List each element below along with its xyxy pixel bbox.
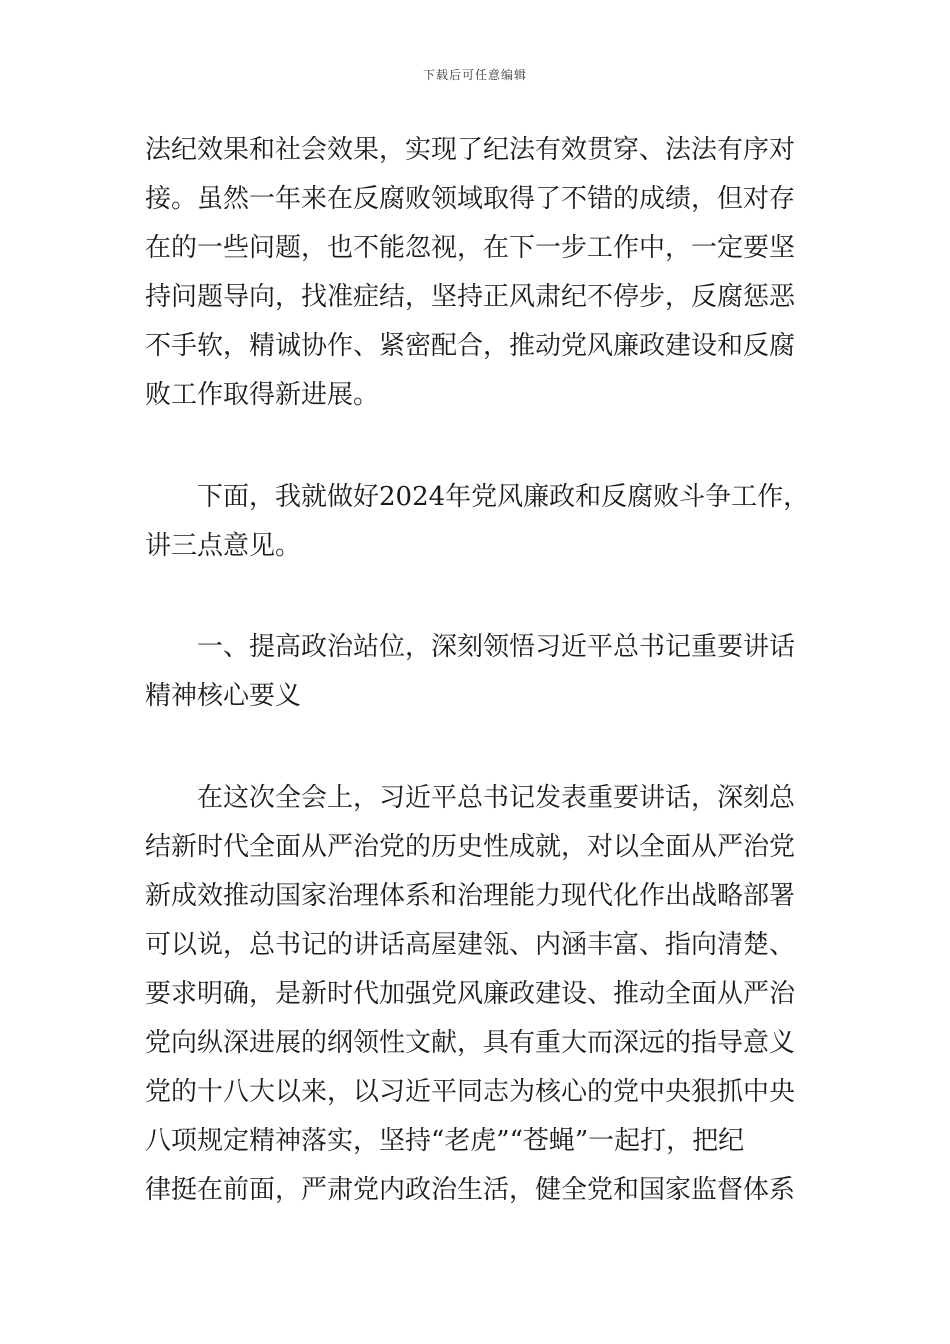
text-line: 下面，我就做好2024年党风廉政和反腐败斗争工作， [197,482,810,512]
text-line: 持问题导向，找准症结，坚持正风肃纪不停步，反腐惩恶 [145,282,796,312]
text-line: 八项规定精神落实，坚持“老虎”“苍蝇”一起打，把纪 [145,1126,745,1156]
text-line: 精神核心要义 [145,681,302,711]
text-line: 在这次全会上，习近平总书记发表重要讲话，深刻总 [197,783,796,813]
text-line: 接。虽然一年来在反腐败领域取得了不错的成绩，但对存 [145,184,796,214]
text-line: 新成效推动国家治理体系和治理能力现代化作出战略部署 [145,881,796,911]
text-line: 讲三点意见。 [145,531,302,561]
text-line: 结新时代全面从严治党的历史性成就，对以全面从严治党 [145,832,796,862]
text-line: 不手软，精诚协作、紧密配合，推动党风廉政建设和反腐 [145,331,796,361]
text-line: 党的十八大以来，以习近平同志为核心的党中央狠抓中央 [145,1077,796,1107]
text-line: 律挺在前面，严肃党内政治生活，健全党和国家监督体系 [145,1175,796,1205]
text-line: 在的一些问题，也不能忽视，在下一步工作中，一定要坚 [145,233,796,263]
text-line: 党向纵深进展的纲领性文献，具有重大而深远的指导意义 [145,1028,796,1058]
text-line: 法纪效果和社会效果，实现了纪法有效贯穿、法法有序对 [145,135,796,165]
page-header: 下载后可任意编辑 [422,68,527,82]
text-line: 可以说，总书记的讲话高屋建瓴、内涵丰富、指向清楚、 [145,930,796,960]
text-line: 要求明确，是新时代加强党风廉政建设、推动全面从严治 [145,979,796,1009]
text-line: 败工作取得新进展。 [145,380,380,410]
text-line: 一、提高政治站位，深刻领悟习近平总书记重要讲话 [197,632,796,662]
